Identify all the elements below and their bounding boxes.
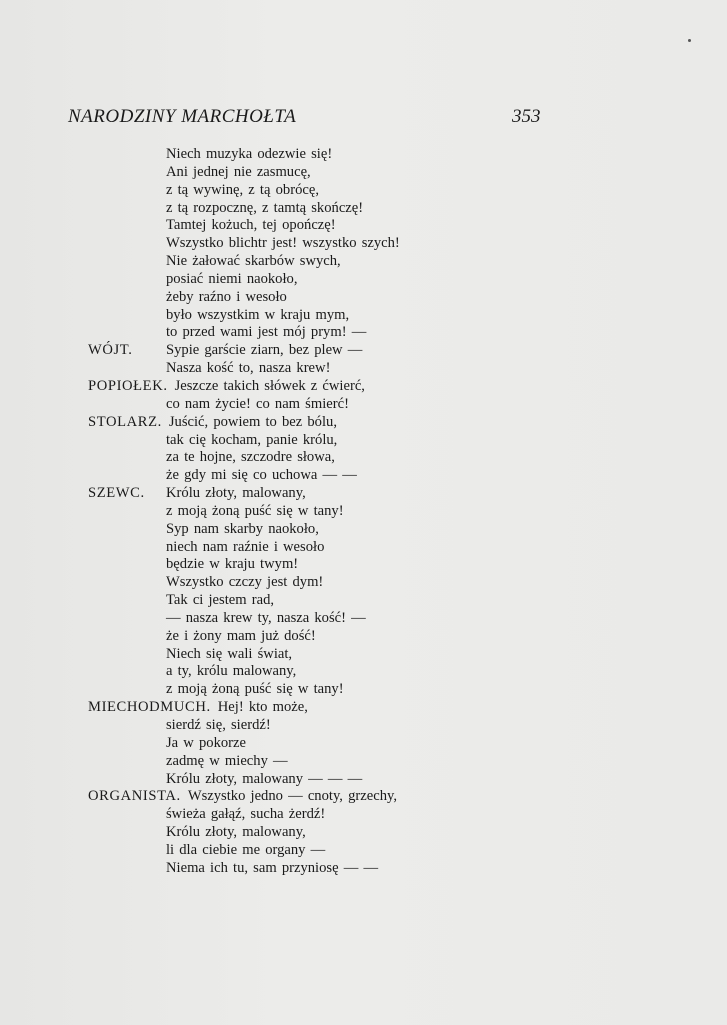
- verse-line: [0, 200, 727, 218]
- verse-line: [0, 771, 727, 789]
- verse-text: Hej! kto może,: [217, 699, 308, 716]
- verse-text: z tą rozpocznę, z tamtą skończę!: [166, 199, 364, 216]
- speaker-name: MIECHODMUCH.: [88, 699, 211, 716]
- running-title: NARODZINY MARCHOŁTA: [68, 106, 297, 127]
- speaker-name: ORGANISTA.: [88, 788, 181, 805]
- verse-line: [0, 753, 727, 771]
- verse-line: [0, 592, 727, 610]
- verse-line: [0, 539, 727, 557]
- verse-text-block: [0, 146, 727, 878]
- verse-text: co nam życie! co nam śmierć!: [166, 395, 349, 412]
- verse-line: [0, 788, 727, 806]
- verse-line: [0, 342, 727, 360]
- verse-text: Nasza kość to, nasza krew!: [166, 360, 331, 377]
- verse-line: [0, 681, 727, 699]
- verse-text: świeża gałąź, sucha żerdź!: [166, 806, 326, 823]
- verse-text: to przed wami jest mój prym! —: [166, 324, 367, 341]
- verse-text: li dla ciebie me organy —: [166, 841, 326, 858]
- verse-text: z tą wywinę, z tą obrócę,: [166, 181, 319, 198]
- verse-text: Wszystko czczy jest dym!: [166, 574, 324, 591]
- verse-line: [0, 842, 727, 860]
- verse-line: [0, 271, 727, 289]
- verse-line: [0, 485, 727, 503]
- verse-line: [0, 324, 727, 342]
- verse-line: [0, 146, 727, 164]
- verse-line: [0, 699, 727, 717]
- verse-line: [0, 289, 727, 307]
- verse-text: Sypie garście ziarn, bez plew —: [166, 342, 363, 359]
- verse-text: zadmę w miechy —: [166, 752, 288, 769]
- verse-text: Wszystko blichtr jest! wszystko szych!: [166, 235, 400, 252]
- verse-text: z moją żoną puść się w tany!: [166, 502, 344, 519]
- verse-text: Tamtej kożuch, tej opończę!: [166, 217, 336, 234]
- verse-line: [0, 360, 727, 378]
- verse-line: [0, 717, 727, 735]
- verse-line: [0, 663, 727, 681]
- speaker-name: SZEWC.: [88, 485, 145, 502]
- verse-text: Jeszcze takich słówek z ćwierć,: [174, 377, 365, 394]
- verse-text: żeby raźno i wesoło: [166, 288, 287, 305]
- verse-line: [0, 521, 727, 539]
- verse-text: tak cię kocham, panie królu,: [166, 431, 338, 448]
- verse-text: niech nam raźnie i wesoło: [166, 538, 325, 555]
- verse-line: [0, 503, 727, 521]
- verse-line: [0, 860, 727, 878]
- verse-text: że i żony mam już dość!: [166, 627, 316, 644]
- speaker-name: STOLARZ.: [88, 413, 162, 430]
- verse-line: [0, 217, 727, 235]
- verse-line: [0, 378, 727, 396]
- verse-line: [0, 432, 727, 450]
- verse-line: [0, 628, 727, 646]
- speaker-name: WÓJT.: [88, 342, 133, 359]
- verse-line: [0, 610, 727, 628]
- verse-text: Niech muzyka odezwie się!: [166, 146, 333, 162]
- verse-text: Juścić, powiem to bez bólu,: [168, 413, 337, 430]
- verse-line: [0, 735, 727, 753]
- verse-text: Nie żałować skarbów swych,: [166, 253, 341, 270]
- verse-line: [0, 574, 727, 592]
- verse-line: [0, 253, 727, 271]
- verse-line: [0, 646, 727, 664]
- verse-text: że gdy mi się co uchowa — —: [166, 467, 357, 484]
- verse-text: Niema ich tu, sam przyniosę — —: [166, 859, 379, 876]
- verse-text: Syp nam skarby naokoło,: [166, 520, 319, 537]
- verse-text: Tak ci jestem rad,: [166, 592, 275, 609]
- verse-text: będzie w kraju twym!: [166, 556, 299, 573]
- verse-line: [0, 556, 727, 574]
- verse-line: [0, 235, 727, 253]
- verse-text: z moją żoną puść się w tany!: [166, 681, 344, 698]
- verse-text: było wszystkim w kraju mym,: [166, 306, 350, 323]
- verse-text: Niech się wali świat,: [166, 645, 293, 662]
- verse-line: [0, 449, 727, 467]
- verse-text: a ty, królu malowany,: [166, 663, 297, 680]
- verse-line: [0, 467, 727, 485]
- verse-line: [0, 182, 727, 200]
- verse-text: za te hojne, szczodre słowa,: [166, 449, 335, 466]
- verse-text: — nasza krew ty, nasza kość! —: [166, 609, 366, 626]
- verse-text: Królu złoty, malowany,: [166, 824, 306, 841]
- verse-line: [0, 307, 727, 325]
- verse-line: [0, 164, 727, 182]
- verse-text: Wszystko jedno — cnoty, grzechy,: [187, 788, 397, 805]
- speaker-name: POPIOŁEK.: [88, 377, 168, 394]
- print-speck: [688, 39, 691, 42]
- verse-line: [0, 414, 727, 432]
- verse-text: Królu złoty, malowany — — —: [166, 770, 363, 787]
- verse-text: Ja w pokorze: [166, 734, 246, 751]
- page-number: 353: [512, 106, 541, 127]
- verse-line: [0, 806, 727, 824]
- verse-text: Ani jednej nie zasmucę,: [166, 163, 311, 180]
- verse-line: [0, 824, 727, 842]
- verse-text: posiać niemi naokoło,: [166, 270, 298, 287]
- verse-text: Królu złoty, malowany,: [166, 485, 306, 502]
- verse-text: sierdź się, sierdź!: [166, 717, 271, 733]
- verse-line: [0, 396, 727, 414]
